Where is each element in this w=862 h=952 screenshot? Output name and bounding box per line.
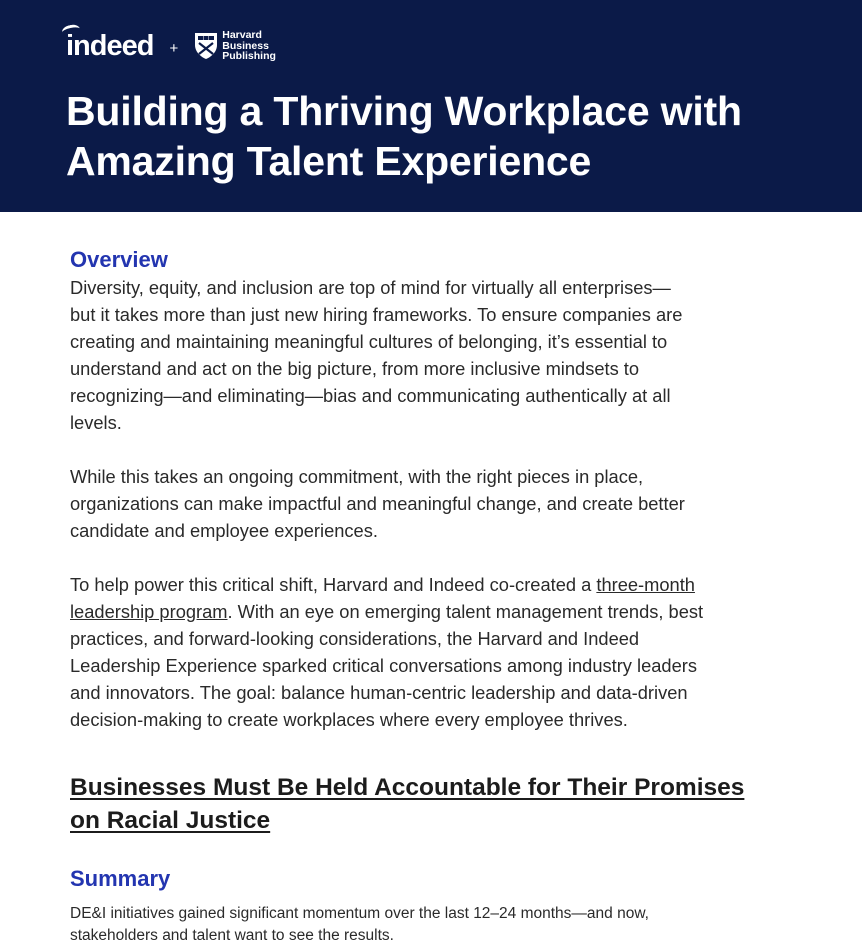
- main-content: [0, 212, 790, 947]
- overview-heading: Overview: [70, 247, 168, 272]
- article-title-link[interactable]: Businesses Must Be Held Accountable for Their Promises on Racial Justice: [70, 774, 745, 834]
- summary-text: DE&I initiatives gained significant momentum over the last 12–24 months—and now, stakeholders and talent want to see the results.: [70, 905, 649, 944]
- indeed-logo-text: indeed: [66, 29, 154, 62]
- program-link-part-2[interactable]: leadership program: [70, 601, 228, 622]
- summary-heading: Summary: [70, 866, 171, 891]
- hbp-logo-text: Harvard Business Publishing: [222, 29, 276, 63]
- harvard-shield-icon: [194, 32, 218, 60]
- paragraph-line: To help power this critical shift, Harvard and Indeed co-created a three-month: [70, 574, 695, 595]
- hero-banner: [0, 0, 862, 212]
- paragraph-gap: [70, 544, 790, 571]
- paragraph-gap: [70, 436, 790, 463]
- paragraph-line: leadership program. With an eye on emerging talent management trends, best: [70, 601, 704, 622]
- overview-paragraph-2: While this takes an ongoing commitment, with the right pieces in place, organizations can make impactful and meaningful change, and create better candidate and employee experiences.: [70, 466, 685, 541]
- hbp-logo[interactable]: [194, 30, 276, 62]
- overview-paragraph-1: Diversity, equity, and inclusion are top of mind for virtually all enterprises— but it takes more than just new hiring frameworks. To ensure companies are creating and maintaining meaningful cultures of belonging, it’s essential to understand and act on the big picture, from more inclusive mindsets to recognizing—and eliminating—bias and communicating authentically at all levels.: [70, 277, 683, 433]
- overview-paragraph-3: To help power this critical shift, Harvard and Indeed co-created a three-month leadership program. With an eye on emerging talent management trends, best practices, and forward-looking considerations, the Harvard and Indeed Leadership Experience sparked critical conversations among industry leaders and innovators. The goal: balance human-centric leadership and data-driven decision-making to create workplaces where every employee thrives.: [70, 571, 790, 733]
- partner-logos: [66, 28, 862, 64]
- page-title: Building a Thriving Workplace with Amazing Talent Experience: [66, 88, 742, 184]
- plus-sign: +: [169, 39, 179, 57]
- program-link-part-1[interactable]: three-month: [596, 574, 695, 595]
- indeed-logo[interactable]: [66, 29, 154, 62]
